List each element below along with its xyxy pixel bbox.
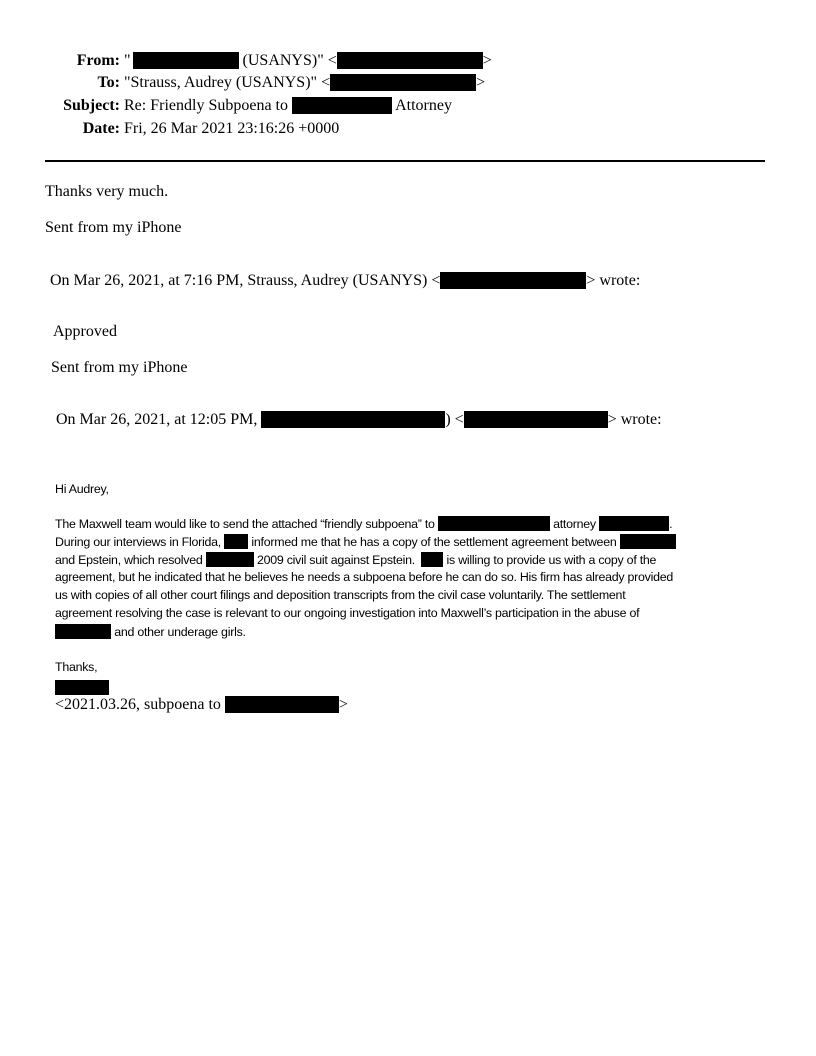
body-line [55,624,246,639]
text: informed me that he has a copy of the settlement agreement between [251,535,617,549]
redaction [225,696,339,713]
bracket: > [476,74,486,91]
quote2-header-text: On Mar 26, 2021, at 12:05 PM, [56,411,258,428]
from-row [0,52,492,70]
body-line [55,516,672,531]
bracket: > [338,696,348,713]
redaction [599,516,669,531]
text: and other underage girls. [114,625,246,639]
quote2-header [56,411,662,429]
signature-redaction [55,680,109,695]
quote1-signature: Sent from my iPhone [51,359,188,376]
redaction [261,411,445,428]
quote1-text: Approved [53,323,117,340]
reply-signature: Sent from my iPhone [45,219,182,236]
redaction [55,624,111,639]
wrote-text: > wrote: [586,272,641,289]
wrote-text: > wrote: [607,411,662,428]
text: 2009 civil suit against Epstein. [256,553,415,567]
body-line: agreement, but he indicated that he believes he needs a subpoena before he can do so. His firm has already provided [55,570,674,584]
body-line: agreement resolving the case is relevant to our ongoing investigation into Maxwell’s participation in the abuse of [55,606,640,620]
redaction [620,534,676,549]
bracket: > [482,52,492,69]
subject-label: Subject: [63,97,120,114]
from-label: From: [76,52,120,69]
header-divider [45,160,765,162]
date-label: Date: [82,120,120,137]
redaction [224,534,248,549]
quote: " [124,52,131,69]
quote1-header [50,272,640,290]
redaction [464,411,608,428]
date-value: Fri, 26 Mar 2021 23:16:26 +0000 [124,120,340,137]
subject-row [0,97,452,115]
quote1-header-text: On Mar 26, 2021, at 7:16 PM, Strauss, Audrey (USANYS) < [50,272,441,289]
redaction [292,97,392,114]
subject-value: Re: Friendly Subpoena to [124,97,288,114]
text: is willing to provide us with a copy of the [446,553,657,567]
redaction [421,552,443,567]
closing: Thanks, [55,660,98,674]
text: During our interviews in Florida, [55,535,221,549]
body-line [55,534,676,549]
redaction [330,74,476,91]
redaction [206,552,254,567]
redaction [438,516,550,531]
to-label: To: [97,74,120,91]
date-row [0,120,339,138]
redaction [440,272,586,289]
body-line [55,552,656,567]
text: attorney [553,517,596,531]
bracket: ) < [445,411,464,428]
redaction [337,52,483,69]
text: . [669,517,673,531]
subject-suffix: Attorney [395,97,452,114]
from-value: (USANYS)" < [242,52,337,69]
reply-text: Thanks very much. [45,183,169,200]
text: and Epstein, which resolved [55,553,203,567]
to-row [0,74,485,92]
body-line: us with copies of all other court filings and deposition transcripts from the civil case voluntarily. The settlement [55,588,626,602]
to-value: "Strauss, Audrey (USANYS)" < [124,74,331,91]
text: The Maxwell team would like to send the attached “friendly subpoena” to [55,517,435,531]
attachment[interactable] [55,696,348,714]
redaction [133,52,239,69]
attachment-text: <2021.03.26, subpoena to [55,696,221,713]
greeting: Hi Audrey, [55,482,109,496]
